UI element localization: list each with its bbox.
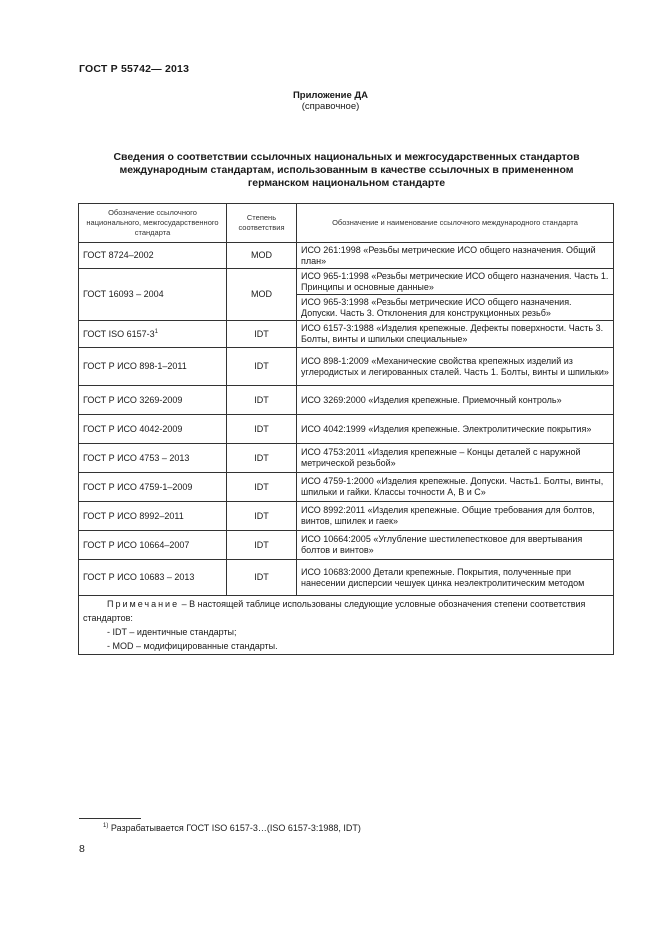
international-standard: ИСО 10664:2005 «Углубление шестилепестковое для ввертывания болтов и винтов» (297, 531, 614, 560)
note-item: - MOD – модифицированные стандарты. (107, 641, 278, 651)
table-note-row (79, 596, 614, 655)
degree-of-correspondence: MOD (227, 243, 297, 269)
national-standard: ГОСТ 16093 – 2004 (79, 269, 227, 321)
section-heading (79, 151, 614, 190)
footnote-mark: 1) (103, 823, 109, 829)
footnote-mark: 1 (154, 328, 158, 335)
header-international-standard: Обозначение и наименование ссылочного международного стандарта (297, 204, 614, 243)
annex-title: Приложение ДА (292, 90, 369, 101)
international-standard: ИСО 4759-1:2000 «Изделия крепежные. Допуски. Часть1. Болты, винты, шпильки и гайки. Классы точности А, В и С» (297, 473, 614, 502)
heading-line: международным стандартам, использованным в качестве ссылочных в примененном (119, 164, 574, 176)
international-standard: ИСО 8992:2011 «Изделия крепежные. Общие требования для болтов, винтов, шпилек и гаек» (297, 502, 614, 531)
national-standard: ГОСТ Р ИСО 4759-1–2009 (79, 473, 227, 502)
table-row (79, 502, 614, 531)
correspondence-table (78, 203, 614, 655)
table-row (79, 415, 614, 444)
national-standard: ГОСТ Р ИСО 8992–2011 (79, 502, 227, 531)
degree-of-correspondence: MOD (227, 269, 297, 321)
international-standard: ИСО 10683:2000 Детали крепежные. Покрытия, полученные при нанесении дисперсии чешуек цинка неэлектролитическим методом (297, 560, 614, 596)
note-item: - IDT – идентичные стандарты; (107, 627, 237, 637)
national-standard: ГОСТ Р ИСО 4042-2009 (79, 415, 227, 444)
standard-code: ГОСТ Р 55742— 2013 (79, 63, 190, 75)
table-row (79, 386, 614, 415)
table-row (79, 269, 614, 295)
table-row (79, 531, 614, 560)
degree-of-correspondence: IDT (227, 560, 297, 596)
national-standard: ГОСТ Р ИСО 10664–2007 (79, 531, 227, 560)
international-standard: ИСО 965-3:1998 «Резьбы метрические ИСО общего назначения. Допуски. Часть 3. Отклонения для конструкционных резьб» (297, 295, 614, 321)
table-note (79, 596, 614, 655)
national-standard: ГОСТ 8724–2002 (79, 243, 227, 269)
degree-of-correspondence: IDT (227, 473, 297, 502)
table-row (79, 444, 614, 473)
note-label: Примечание (107, 599, 180, 609)
table-row (79, 473, 614, 502)
international-standard: ИСО 4042:1999 «Изделия крепежные. Электролитические покрытия» (297, 415, 614, 444)
national-standard: ГОСТ Р ИСО 10683 – 2013 (79, 560, 227, 596)
table-header-row (79, 204, 614, 243)
footnote-text: Разрабатывается ГОСТ ISO 6157-3…(ISO 6157-3:1988, IDT) (110, 823, 361, 833)
table-row (79, 348, 614, 386)
international-standard: ИСО 3269:2000 «Изделия крепежные. Приемочный контроль» (297, 386, 614, 415)
header-national-standard: Обозначение ссылочного национального, межгосударственного стандарта (79, 204, 227, 243)
international-standard: ИСО 4753:2011 «Изделия крепежные – Концы деталей с наружной метрической резьбой» (297, 444, 614, 473)
international-standard: ИСО 261:1998 «Резьбы метрические ИСО общего назначения. Общий план» (297, 243, 614, 269)
degree-of-correspondence: IDT (227, 386, 297, 415)
degree-of-correspondence: IDT (227, 531, 297, 560)
international-standard: ИСО 6157-3:1988 «Изделия крепежные. Дефекты поверхности. Часть 3. Болты, винты и шпильки специальные» (297, 321, 614, 348)
page-number: 8 (79, 843, 85, 855)
degree-of-correspondence: IDT (227, 502, 297, 531)
degree-of-correspondence: IDT (227, 444, 297, 473)
national-standard: ГОСТ Р ИСО 4753 – 2013 (79, 444, 227, 473)
header-degree: Степень соответствия (227, 204, 297, 243)
national-standard: ГОСТ Р ИСО 898-1–2011 (79, 348, 227, 386)
national-standard (79, 321, 227, 348)
annex-heading (0, 90, 661, 112)
table-row (79, 321, 614, 348)
annex-type: (справочное) (301, 101, 360, 112)
table-row (79, 560, 614, 596)
heading-line: Сведения о соответствии ссылочных национальных и межгосударственных стандартов (113, 151, 580, 163)
footnote-divider (79, 818, 141, 819)
degree-of-correspondence: IDT (227, 321, 297, 348)
national-standard-code: ГОСТ ISO 6157-3 (83, 328, 155, 339)
international-standard: ИСО 898-1:2009 «Механические свойства крепежных изделий из углеродистых и легированных сталей. Часть 1. Болты, винты и шпильки» (297, 348, 614, 386)
note-text: – В настоящей таблице использованы следующие условные обозначения степени соответствия стандартов: (83, 599, 586, 623)
heading-line: германском национальном стандарте (247, 177, 446, 189)
international-standard: ИСО 965-1:1998 «Резьбы метрические ИСО общего назначения. Часть 1. Принципы и основные данные» (297, 269, 614, 295)
national-standard: ГОСТ Р ИСО 3269-2009 (79, 386, 227, 415)
footnote (103, 823, 361, 833)
degree-of-correspondence: IDT (227, 348, 297, 386)
degree-of-correspondence: IDT (227, 415, 297, 444)
table-row (79, 243, 614, 269)
